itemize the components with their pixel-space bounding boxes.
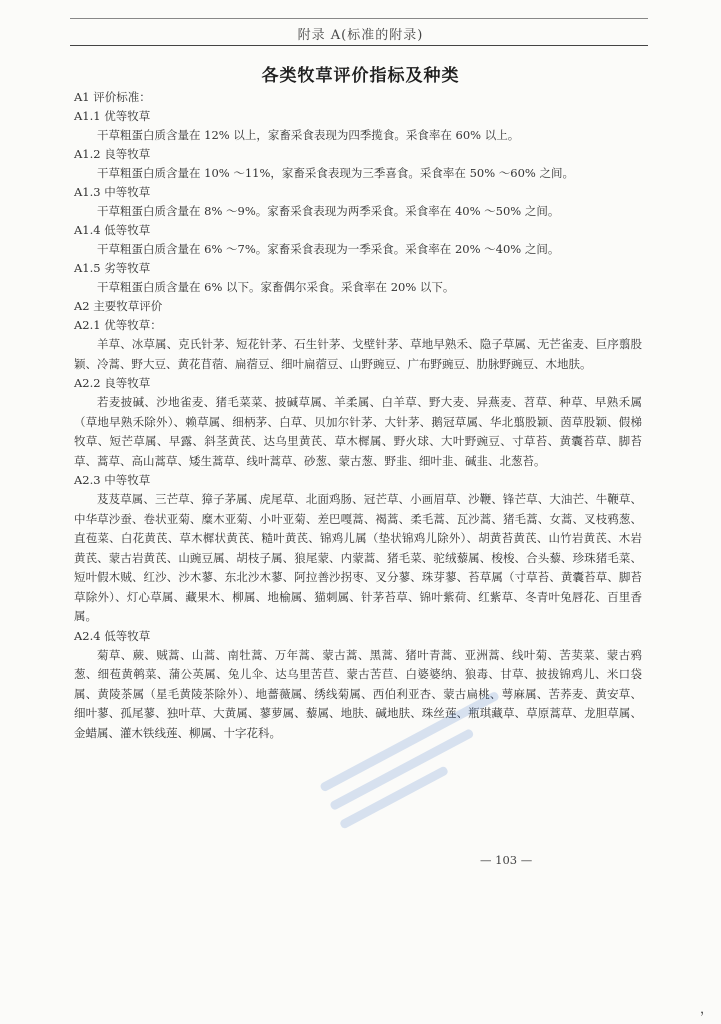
body-paragraph: 菊草、蕨、贼蒿、山蒿、南牡蒿、万年蒿、蒙古蒿、黑蒿、猪叶青蒿、亚洲蒿、线叶菊、苦荬菜、蒙古鸦葱、细苞黄鹌菜、蒲公英属、兔儿伞、达乌里苦苣、蒙古苦苣、白婆婆纳、狼毒、甘草、披拔锦鸡儿、米口袋属、黄陵茶属（星毛黄陵茶除外）、地薔薇属、绣线菊属、西伯利亚杏、蒙古扁桃、萼麻属、苦荞麦、黄安草、细叶蓼、孤尾蓼、独叶草、大黄属、蓼萝属、藜属、地肤、碱地肤、珠丝莲、瓶琪藏草、草原蒿草、龙胆草属、金蜡属、灌木铁线莲、柳属、十字花科。	[74, 647, 642, 740]
subsection-heading: A2.3 中等牧草	[74, 473, 151, 487]
header-rule	[70, 45, 648, 46]
page-number: — 103 —	[480, 853, 533, 867]
document-body	[74, 88, 642, 743]
subsection-heading: A1.4 低等牧草	[74, 223, 151, 237]
section-heading: A2 主要牧草评价	[74, 299, 163, 313]
corner-mark: ，	[700, 1002, 714, 1017]
body-paragraph: 羊草、冰草属、克氏针茅、短花针茅、石生针茅、戈壁针茅、草地早熟禾、隐子草属、无芒雀麦、巨序翦股颖、冷蒿、野大豆、黄花苜蓿、扁蓿豆、细叶扁蓿豆、山野豌豆、广布野豌豆、肋脉野豌豆、木地肤。	[74, 337, 642, 371]
body-paragraph: 干草粗蛋白质含量在 6% 以下。家畜偶尔采食。采食率在 20% 以下。	[97, 280, 455, 294]
body-paragraph: 芨芨草属、三芒草、獐子茅属、虎尾草、北面鸡肠、冠芒草、小画眉草、沙鞭、锋芒草、大油芒、牛鞭草、中华草沙蚕、卷状亚菊、糜木亚菊、小叶亚菊、差巴嘎蒿、褐蒿、柔毛蒿、瓦沙蒿、猪毛蒿、女蒿、叉枝鸦葱、直苞菜、白花黄芪、草木樨状黄芪、糙叶黄芪、锦鸡儿属（垫状锦鸡儿除外）、胡黄苔黄芪、山竹岩黄芪、木岩黄芪、蒙古岩黄芪、山豌豆属、胡枝子属、狼尾蒙、内蒙蒿、猪毛菜、驼绒藜属、梭梭、合头藜、珍珠猪毛菜、短叶假木贼、红沙、沙木蓼、东北沙木蓼、阿拉善沙拐枣、叉分蓼、珠芽蓼、苔草属（寸草苔、黄囊苔草、脚苔草除外）、灯心草属、藏果木、柳属、地榆属、猫刺属、针茅苔草、锦叶紫荷、红紫草、冬青叶兔唇花、百里香属。	[74, 492, 642, 623]
page-title: 各类牧草评价指标及种类	[261, 66, 460, 86]
body-paragraph: 干草粗蛋白质含量在 12% 以上，家畜采食表现为四季揽食。采食率在 60% 以上。	[97, 128, 520, 142]
subsection-heading: A1.2 良等牧草	[74, 147, 151, 161]
running-header: 附录 A(标准的附录)	[297, 28, 424, 43]
body-paragraph: 干草粗蛋白质含量在 6% ～7%。家畜采食表现为一季采食。采食率在 20% ～40% 之间。	[97, 242, 560, 256]
subsection-heading: A2.2 良等牧草	[74, 376, 151, 390]
subsection-heading: A2.4 低等牧草	[74, 628, 151, 643]
subsection-heading: A1.1 优等牧草	[74, 109, 151, 123]
subsection-heading: A1.5 劣等牧草	[74, 261, 151, 275]
header-top-rule	[70, 18, 648, 19]
subsection-heading: A1.3 中等牧草	[74, 185, 151, 199]
body-paragraph: 干草粗蛋白质含量在 8% ～9%。家畜采食表现为两季采食。采食率在 40% ～50% 之间。	[97, 204, 560, 218]
body-paragraph: 若麦披碱、沙地雀麦、猪毛菜菜、披碱草属、羊柔属、白羊草、野大麦、异燕麦、苕草、种草、早熟禾属（草地早熟禾除外）、赖草属、细柄茅、白草、贝加尔针茅、大针茅、鹅冠草属、华北翦股颖、茵草股颖、假梯牧草、短芒草属、早露、斜茎黄芪、达乌里黄芪、草木樨属、野火球、大叶野豌豆、寸草苔、黄囊苔草、脚苔草、蒿草、高山蒿草、矮生蒿草、线叶蒿草、砂葱、蒙古葱、野韭、细叶韭、碱韭、北葱苔。	[74, 395, 642, 468]
body-paragraph: 干草粗蛋白质含量在 10% ～11%，家畜采食表现为三季喜食。采食率在 50% ～60% 之间。	[97, 166, 575, 180]
section-heading: A1 评价标准：	[74, 90, 151, 104]
subsection-heading: A2.1 优等牧草：	[74, 318, 162, 332]
